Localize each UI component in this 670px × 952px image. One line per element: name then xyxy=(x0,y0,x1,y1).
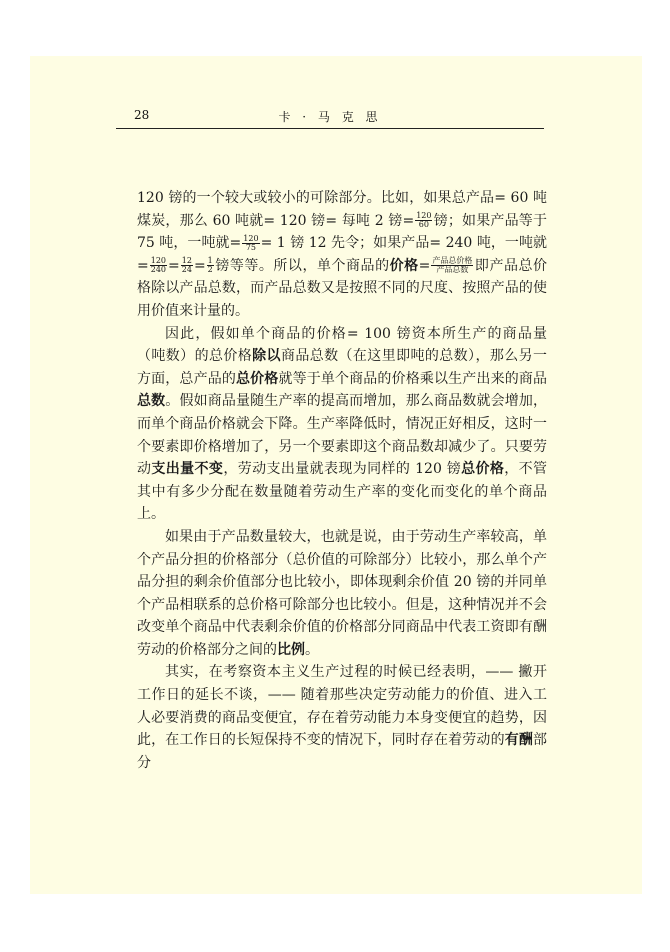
running-title: 卡 · 马 克 思 xyxy=(278,110,382,124)
fraction xyxy=(181,257,193,274)
fraction xyxy=(415,212,432,229)
text-run: 就等于单个商品的价格乘以生产出来的商品 xyxy=(278,370,548,387)
fraction-numerator: 120 xyxy=(150,256,167,266)
fraction-denominator: 24 xyxy=(181,265,192,275)
text-run: 其实，在考察资本主义生产过程的时候已经表明，—— 撇开工作日的延长不谈，—— 随着那些决定劳动能力的价值、进入工人必要消费的商品变便宜，存在着劳动能力本身变便宜的趋势，因此，在工作日的长短保持不变的情况下，同时存在着劳动的 xyxy=(137,664,547,749)
fraction xyxy=(207,257,214,274)
text-run: ，劳动支出量就表现为同样的 120 镑 xyxy=(223,461,462,478)
page-body xyxy=(137,187,547,774)
text-run: = xyxy=(418,257,431,274)
page-header xyxy=(116,106,544,129)
text-run: 。 xyxy=(305,641,319,658)
text-run: 镑；如果产品等于 75 吨，一吨就= xyxy=(137,212,547,252)
text-run: 如果由于产品数量较大，也就是说，由于劳动生产率较高，单个产品分担的价格部分（总价值的可除部分）比较小，那么单个产品分担的剩余价值部分也比较小，即体现剩余价值 20 镑的并同单个产品相联系的总价格可除部分也比较小。但是，这种情况并不会改变单个商品中代表剩余价值的价格部分同商品中代表工资即有酬劳动的价格部分之间的 xyxy=(137,528,547,658)
text-run: 。假如商品量随生产率的提高而增加，那么商品数就会增加，而单个商品价格就会下降。生产率降低时，情况正好相反，这时一个要素即价格增加了，另一个要素即这个商品数却减少了。只要劳动 xyxy=(137,393,548,478)
text-run: 部分 xyxy=(137,732,548,771)
text-run: 120 镑的一个较大或较小的可除部分。比如，如果总产品= 60 吨煤炭，那么 60 吨就= 120 镑= 每吨 2 镑= xyxy=(137,190,547,229)
fraction-numerator: 1 xyxy=(207,256,213,266)
text-run: = xyxy=(168,257,180,274)
bold-term: 总数 xyxy=(137,393,166,410)
fraction-denominator: 2 xyxy=(207,265,213,275)
text-run: = xyxy=(193,257,206,274)
paragraph-2 xyxy=(137,323,547,526)
paragraph-4 xyxy=(137,661,547,774)
fraction-numerator: 120 xyxy=(416,211,432,221)
paragraph-3 xyxy=(137,526,547,662)
fraction xyxy=(150,257,167,274)
page-number: 28 xyxy=(134,108,150,122)
fraction-denominator: 240 xyxy=(150,265,167,275)
fraction xyxy=(431,257,473,274)
fraction-denominator: 75 xyxy=(245,242,257,252)
bold-term: 总价格 xyxy=(461,461,505,478)
bold-term: 总价格 xyxy=(236,370,279,387)
fraction-numerator: 产品总价格 xyxy=(432,256,473,266)
text-run: 商品总数（在这里即吨的总数），那么另一方面，总产品的 xyxy=(137,348,548,387)
bold-term: 除以 xyxy=(252,348,281,365)
fraction-denominator: 产品总数 xyxy=(436,265,469,275)
bold-term: 有酬 xyxy=(504,732,534,749)
fraction xyxy=(242,235,259,252)
fraction-numerator: 12 xyxy=(181,256,192,266)
text-run: 镑等等。所以，单个商品的 xyxy=(214,257,390,274)
text-run: 即产品总价格除以产品总数，而产品总数又是按照不同的尺度、按照产品的使用价值来计量的。 xyxy=(137,257,548,319)
fraction-numerator: 120 xyxy=(243,233,259,243)
text-run: 因此，假如单个商品的价格= 100 镑资本所生产的商品量（吨数）的总价格 xyxy=(137,325,547,365)
bold-term: 支出量不变 xyxy=(151,461,224,478)
bold-term: 价格 xyxy=(389,257,419,274)
fraction-denominator: 60 xyxy=(418,220,429,230)
bold-term: 比例 xyxy=(277,641,305,658)
text-run: ，不管其中有多少分配在数量随着劳动生产率的变化而变化的单个商品上。 xyxy=(137,461,548,523)
text-run: = 1 镑 12 先令；如果产品= 240 吨，一吨就= xyxy=(137,235,547,274)
paragraph-1 xyxy=(137,187,547,323)
